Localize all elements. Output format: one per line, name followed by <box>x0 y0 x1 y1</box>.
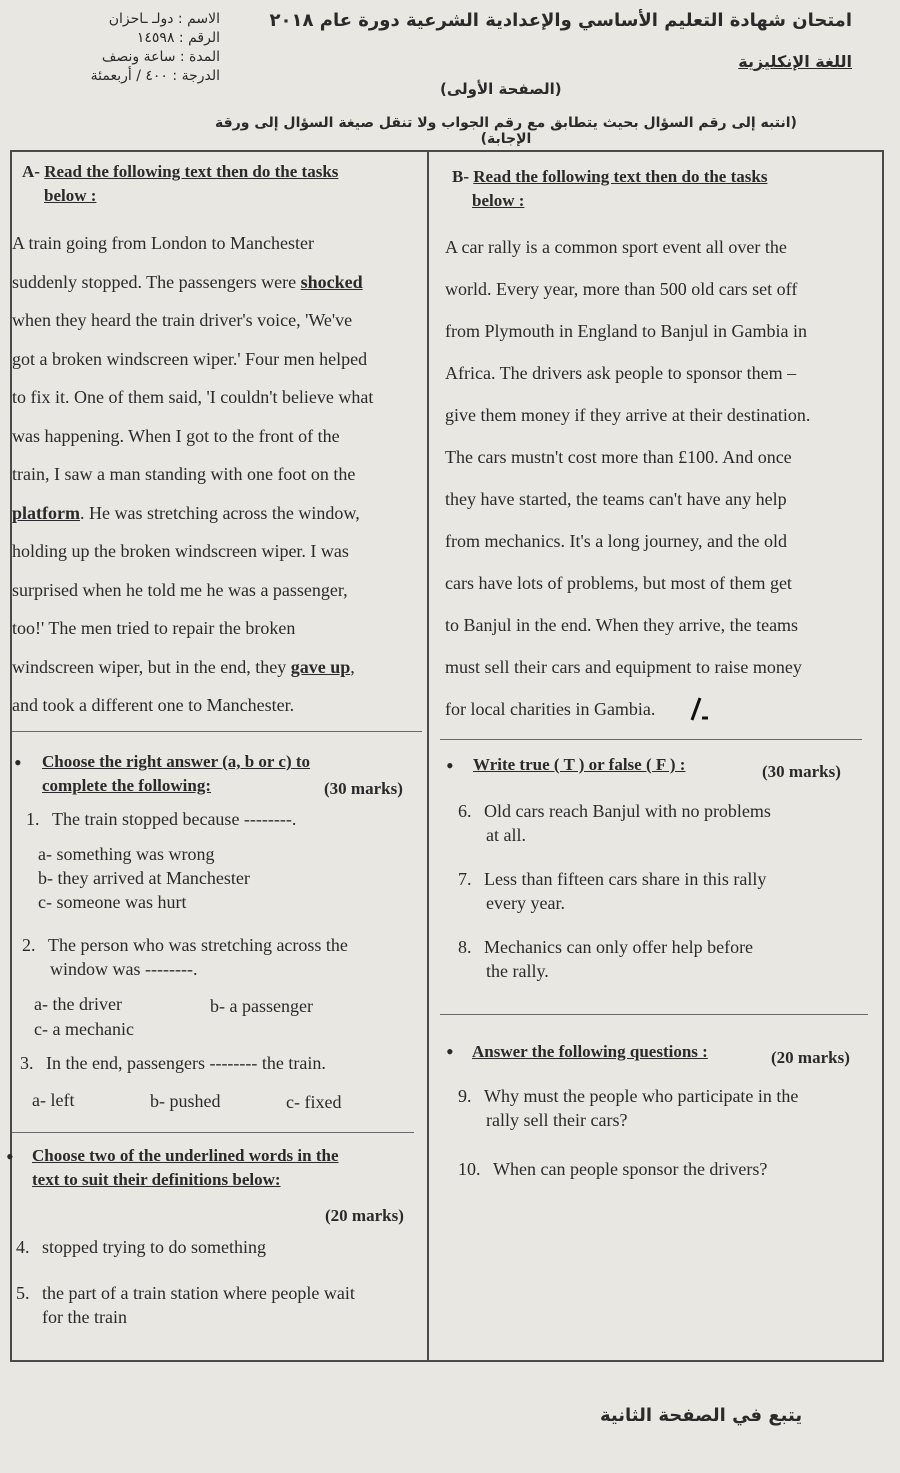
task-a2-marks: (20 marks) <box>325 1206 404 1225</box>
question-6 <box>458 800 771 823</box>
option-3b: b- pushed <box>150 1091 221 1111</box>
section-a-prefix: A- <box>22 162 40 181</box>
question-text: Why must the people who participate in the <box>484 1086 799 1106</box>
question-number: 6. <box>458 801 472 821</box>
section-b-passage <box>445 226 877 730</box>
task-a2-heading: Choose two of the underlined words in the <box>32 1146 339 1165</box>
task-b2-marks: (20 marks) <box>771 1048 850 1067</box>
question-10 <box>458 1158 767 1181</box>
task-b1-marks: (30 marks) <box>762 762 841 781</box>
option-1a: a- something was wrong <box>38 844 215 864</box>
question-number: 1. <box>26 809 40 829</box>
task-b2-heading: Answer the following questions : <box>472 1042 708 1061</box>
exam-title: امتحان شهادة التعليم الأساسي والإعدادية الشرعية دورة عام ٢٠١٨ <box>269 10 852 31</box>
question-number: 8. <box>458 937 472 957</box>
passage-line: from mechanics. It's a long journey, and the old <box>445 531 787 551</box>
task-a1-heading: Choose the right answer (a, b or c) to <box>42 752 311 771</box>
question-number: 9. <box>458 1086 472 1106</box>
question-number: 10. <box>458 1159 481 1179</box>
question-number: 3. <box>20 1053 34 1073</box>
page-indicator: (الصفحة الأولى) <box>440 80 562 98</box>
passage-line: they have started, the teams can't have any help <box>445 489 787 509</box>
question-number: 4. <box>16 1237 30 1257</box>
section-b-prefix: B- <box>452 167 469 186</box>
option-3c: c- fixed <box>286 1092 342 1112</box>
passage-line: too!' The men tried to repair the broken <box>12 618 296 638</box>
section-b-separator-2 <box>440 1014 868 1015</box>
question-8-line2: the rally. <box>486 961 549 981</box>
exam-instruction: (انتبه إلى رقم السؤال بحيث يتطابق مع رقم الجواب ولا تنقل صيغة السؤال إلى ورقة الإجابة) <box>215 115 797 147</box>
bullet-icon: • <box>446 1039 454 1064</box>
section-b-heading-text: Read the following text then do the tasks <box>473 167 768 186</box>
passage-line: give them money if they arrive at their destination. <box>445 405 811 425</box>
option-1b: b- they arrived at Manchester <box>38 868 250 888</box>
passage-line: holding up the broken windscreen wiper. I was <box>12 541 349 561</box>
question-text: In the end, passengers -------- the train. <box>46 1053 326 1073</box>
question-text: The person who was stretching across the <box>48 935 348 955</box>
section-b-heading-line2: below : <box>472 191 525 210</box>
question-number: 7. <box>458 869 472 889</box>
passage-line: was happening. When I got to the front of the <box>12 425 340 446</box>
task-a1-marks: (30 marks) <box>324 779 403 798</box>
question-4 <box>16 1236 266 1259</box>
section-a-separator-2 <box>12 1132 414 1133</box>
passage-line: train, I saw a man standing with one foot on the <box>12 464 356 484</box>
passage-line: to fix it. One of them said, 'I couldn't believe what <box>12 387 374 407</box>
passage-line: surprised when he told me he was a passenger, <box>12 579 348 600</box>
passage-line: and took a different one to Manchester. <box>12 695 295 715</box>
option-2c: c- a mechanic <box>34 1019 134 1039</box>
section-a-heading-text: Read the following text then do the tasks <box>44 162 339 181</box>
question-5 <box>16 1282 355 1305</box>
question-8 <box>458 936 753 959</box>
passage-line: for local charities in Gambia. <box>445 699 656 719</box>
question-text: the part of a train station where people wait <box>42 1283 355 1303</box>
student-number: الرقم : ١٤٥٩٨ <box>136 30 220 46</box>
option-2b: b- a passenger <box>210 996 313 1016</box>
option-1c: c- someone was hurt <box>38 892 187 912</box>
question-5-line2: for the train <box>42 1307 127 1327</box>
bullet-icon: • <box>6 1144 14 1169</box>
passage-line: when they heard the train driver's voice, 'We've <box>12 310 353 330</box>
question-text: The train stopped because --------. <box>52 809 297 829</box>
section-b-separator <box>440 739 862 740</box>
question-number: 5. <box>16 1283 30 1303</box>
passage-line: from Plymouth in England to Banjul in Gambia in <box>445 321 807 341</box>
student-info <box>50 10 220 86</box>
continue-note: يتبع في الصفحة الثانية <box>600 1405 803 1426</box>
task-a2-heading-line2: text to suit their definitions below: <box>32 1170 281 1189</box>
bullet-icon: • <box>446 753 454 778</box>
question-text: stopped trying to do something <box>42 1237 266 1257</box>
passage-line: A car rally is a common sport event all over the <box>445 237 787 257</box>
question-7 <box>458 868 766 891</box>
section-a-passage <box>12 224 432 725</box>
question-7-line2: every year. <box>486 893 565 913</box>
passage-line: cars have lots of problems, but most of them get <box>445 573 792 593</box>
passage-line: to Banjul in the end. When they arrive, the teams <box>445 615 799 635</box>
underlined-word: platform <box>12 502 80 523</box>
question-number: 2. <box>22 935 36 955</box>
option-3a: a- left <box>32 1090 75 1110</box>
checkmark-icon <box>688 694 714 724</box>
underlined-word: gave up <box>290 656 351 677</box>
question-3 <box>20 1052 326 1075</box>
question-2 <box>22 934 348 957</box>
bullet-icon: • <box>14 750 22 775</box>
question-1 <box>26 808 296 831</box>
task-a1-heading-line2: complete the following: <box>42 776 212 795</box>
student-name: الاسم : دولـ ـاحزان <box>108 11 220 27</box>
option-2a: a- the driver <box>34 994 122 1014</box>
passage-line: suddenly stopped. The passengers were shocked <box>12 271 363 292</box>
passage-line: windscreen wiper, but in the end, they gave up, <box>12 656 355 677</box>
passage-line: The cars mustn't cost more than £100. And once <box>445 447 792 467</box>
passage-line: world. Every year, more than 500 old cars set off <box>445 279 798 299</box>
question-2-line2: window was --------. <box>50 959 198 979</box>
passage-line: Africa. The drivers ask people to sponsor them – <box>445 363 797 383</box>
question-text: Old cars reach Banjul with no problems <box>484 801 771 821</box>
passage-line: platform. He was stretching across the window, <box>12 502 360 523</box>
question-6-line2: at all. <box>486 825 526 845</box>
underlined-word: shocked <box>300 271 363 292</box>
section-a-separator <box>12 731 422 732</box>
passage-line: got a broken windscreen wiper.' Four men helped <box>12 348 368 369</box>
question-text: When can people sponsor the drivers? <box>493 1159 768 1179</box>
task-b1-heading: Write true ( T ) or false ( F ) : <box>473 755 686 774</box>
question-9 <box>458 1085 798 1108</box>
section-a-heading-line2: below : <box>44 186 97 205</box>
question-text: Mechanics can only offer help before <box>484 937 754 957</box>
passage-line: A train going from London to Manchester <box>12 233 314 253</box>
exam-duration: المدة : ساعة ونصف <box>101 49 220 65</box>
passage-line: must sell their cars and equipment to raise money <box>445 657 802 677</box>
question-9-line2: rally sell their cars? <box>486 1110 628 1130</box>
section-a-heading <box>22 160 422 208</box>
exam-grade: الدرجة : ٤٠٠ / أربعمئة <box>90 68 220 84</box>
section-b-heading <box>452 165 872 213</box>
subject-label: اللغة الإنكليزية <box>738 52 852 71</box>
question-text: Less than fifteen cars share in this rally <box>484 869 767 889</box>
